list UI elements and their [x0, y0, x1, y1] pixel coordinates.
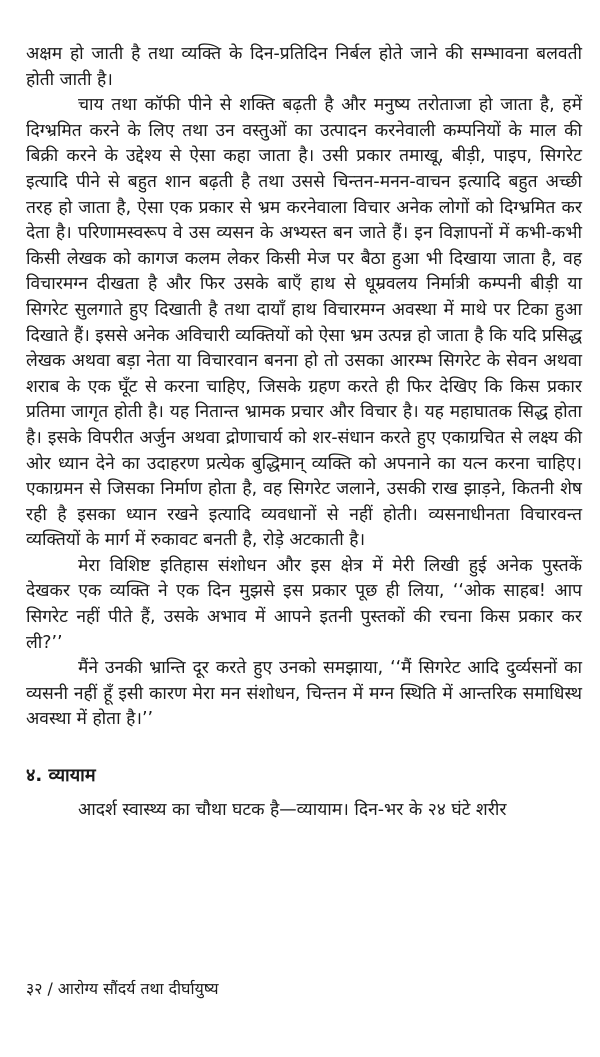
paragraph-2: चाय तथा कॉफी पीने से शक्ति बढ़ती है और मनुष्य तरोताजा हो जाता है, हमें दिग्भ्रमित करने के लिए तथा उन वस्तुओं का उत्पादन करनेवाली कम्पनियों के माल की बिक्री करने के उद्देश्य से ऐसा कहा जाता है। उसी प्रकार तमाखू, बीड़ी, पाइप, सिगरेट इत्यादि पीने से बहुत शान बढ़ती है तथा उससे चिन्तन-मनन-वाचन इत्यादि बहुत अच्छी तरह हो जाता है, ऐसा एक प्रकार से भ्रम करनेवाला विचार अनेक लोगों को दिग्भ्रमित कर देता है। परिणामस्वरूप वे उस व्यसन के अभ्यस्त बन जाते हैं। इन विज्ञापनों में कभी-कभी किसी लेखक को कागज कलम लेकर किसी मेज पर बैठा हुआ भी दिखाया जाता है, वह विचारमग्न दीखता है और फिर उसके बाएँ हाथ से धूम्रवलय निर्मात्री कम्पनी बीड़ी या सिगरेट सुलगाते हुए दिखाती है तथा दायाँ हाथ विचारमग्न अवस्था में माथे पर टिका हुआ दिखाते हैं। इससे अनेक अविचारी व्यक्तियों को ऐसा भ्रम उत्पन्न हो जाता है कि यदि प्रसिद्ध लेखक अथवा बड़ा नेता या विचारवान बनना हो तो उसका आरम्भ सिगरेट के सेवन अथवा शराब के एक घूँट से करना चाहिए, जिसके ग्रहण करते ही फिर देखिए कि किस प्रकार प्रतिमा जागृत होती है। यह नितान्त भ्रामक प्रचार और विचार है। यह महाघातक सिद्ध होता है। इसके विपरीत अर्जुन अथवा द्रोणाचार्य को शर-संधान करते हुए एकाग्रचित से लक्ष्य की ओर ध्यान देने का उदाहरण प्रत्येक बुद्धिमान् व्यक्ति को अपनाने का यत्न करना चाहिए। एकाग्रमन से जिसका निर्माण होता है, वह सिगरेट जलाने, उसकी राख झाड़ने, कितनी शेष रही है इसका ध्यान रखने इत्यादि व्यवधानों से नहीं होती। व्यसनाधीनता विचारवन्त व्यक्तियों के मार्ग में रुकावट बनती है, रोड़े अटकाती है। — [26, 95, 582, 551]
section-heading: ४. व्यायाम — [26, 765, 96, 787]
book-page — [26, 42, 582, 824]
section-first-paragraph: आदर्श स्वास्थ्य का चौथा घटक है—व्यायाम। दिन-भर के २४ घंटे शरीर — [78, 800, 507, 821]
paragraph-1: अक्षम हो जाती है तथा व्यक्ति के दिन-प्रतिदिन निर्बल होते जाने की सम्भावना बलवती होती जाती है। — [26, 44, 582, 90]
page-footer: ३२ / आरोग्य सौंदर्य तथा दीर्घायुष्य — [26, 979, 219, 998]
paragraph-4: मैंने उनकी भ्रान्ति दूर करते हुए उनको समझाया, ‘‘मैं सिगरेट आदि दुर्व्यसनों का व्यसनी नहीं हूँ इसी कारण मेरा मन संशोधन, चिन्तन में मग्न स्थिति में आन्तरिक समाधिस्थ अवस्था में होता है।’’ — [26, 658, 582, 730]
paragraph-3: मेरा विशिष्ट इतिहास संशोधन और इस क्षेत्र में मेरी लिखी हुई अनेक पुस्तकें देखकर एक व्यक्ति ने एक दिन मुझसे इस प्रकार पूछ ही लिया, ‘‘ओक साहब! आप सिगरेट नहीं पीते हैं, उसके अभाव में आपने इतनी पुस्तकों की रचना किस प्रकार कर ली?’’ — [26, 555, 582, 653]
